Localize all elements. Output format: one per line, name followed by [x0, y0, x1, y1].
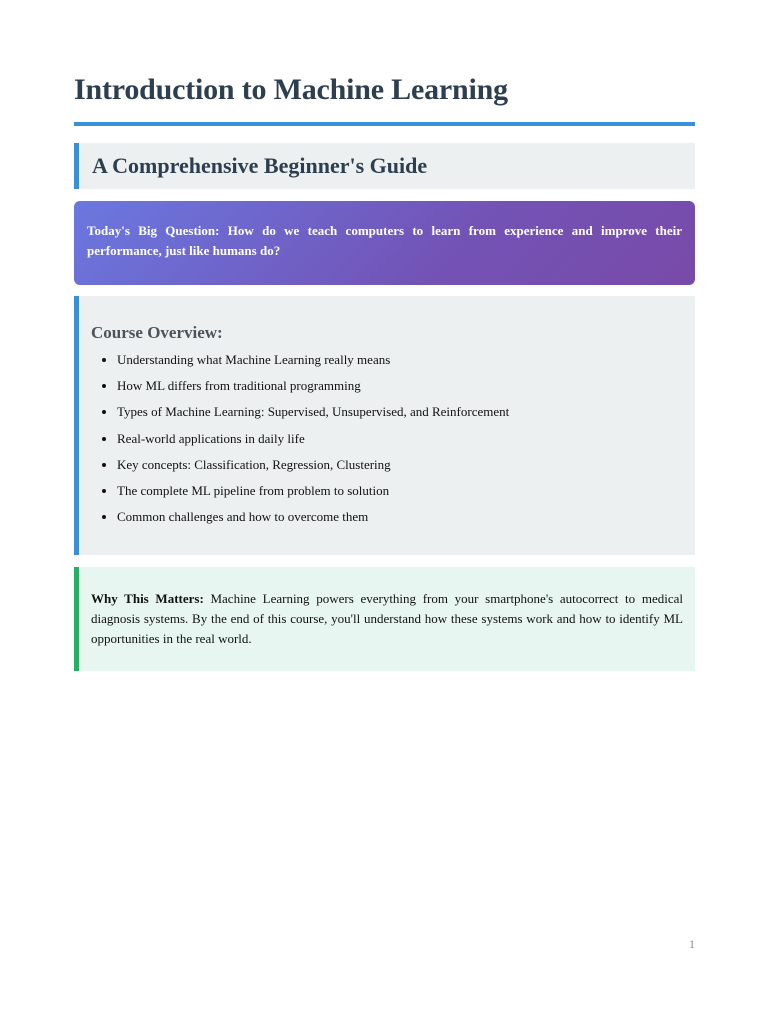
course-overview-panel	[74, 296, 695, 555]
document-page	[74, 0, 695, 671]
list-item: • Types of Machine Learning: Supervised, Unsupervised, and Reinforcement	[117, 404, 683, 420]
list-item: • The complete ML pipeline from problem to solution	[117, 483, 683, 499]
course-overview-heading: Course Overview:	[91, 323, 223, 342]
why-this-matters-label: Why This Matters:	[91, 591, 204, 606]
big-question-callout	[74, 201, 695, 285]
course-overview-list	[91, 352, 683, 525]
list-item: • Common challenges and how to overcome them	[117, 509, 683, 525]
big-question-text: How do we teach computers to learn from experience and improve their performance, just like humans do?	[87, 223, 683, 258]
subtitle-panel	[74, 143, 695, 189]
list-item: • How ML differs from traditional programming	[117, 378, 683, 394]
why-this-matters-callout	[74, 567, 695, 671]
page-subtitle: A Comprehensive Beginner's Guide	[92, 153, 428, 178]
page-number: 1	[689, 937, 695, 951]
title-divider	[74, 122, 695, 126]
list-item: • Key concepts: Classification, Regression, Clustering	[117, 457, 683, 473]
page-title: Introduction to Machine Learning	[74, 73, 508, 106]
why-this-matters-text: Machine Learning powers everything from your smartphone's autocorrect to medical diagnosis systems. By the end of this course, you'll understand how these systems work and how to identify ML opportunities in the real world.	[91, 591, 683, 646]
list-item: • Understanding what Machine Learning really means	[117, 352, 683, 368]
list-item: • Real-world applications in daily life	[117, 431, 683, 447]
big-question-label: Today's Big Question:	[87, 223, 220, 238]
